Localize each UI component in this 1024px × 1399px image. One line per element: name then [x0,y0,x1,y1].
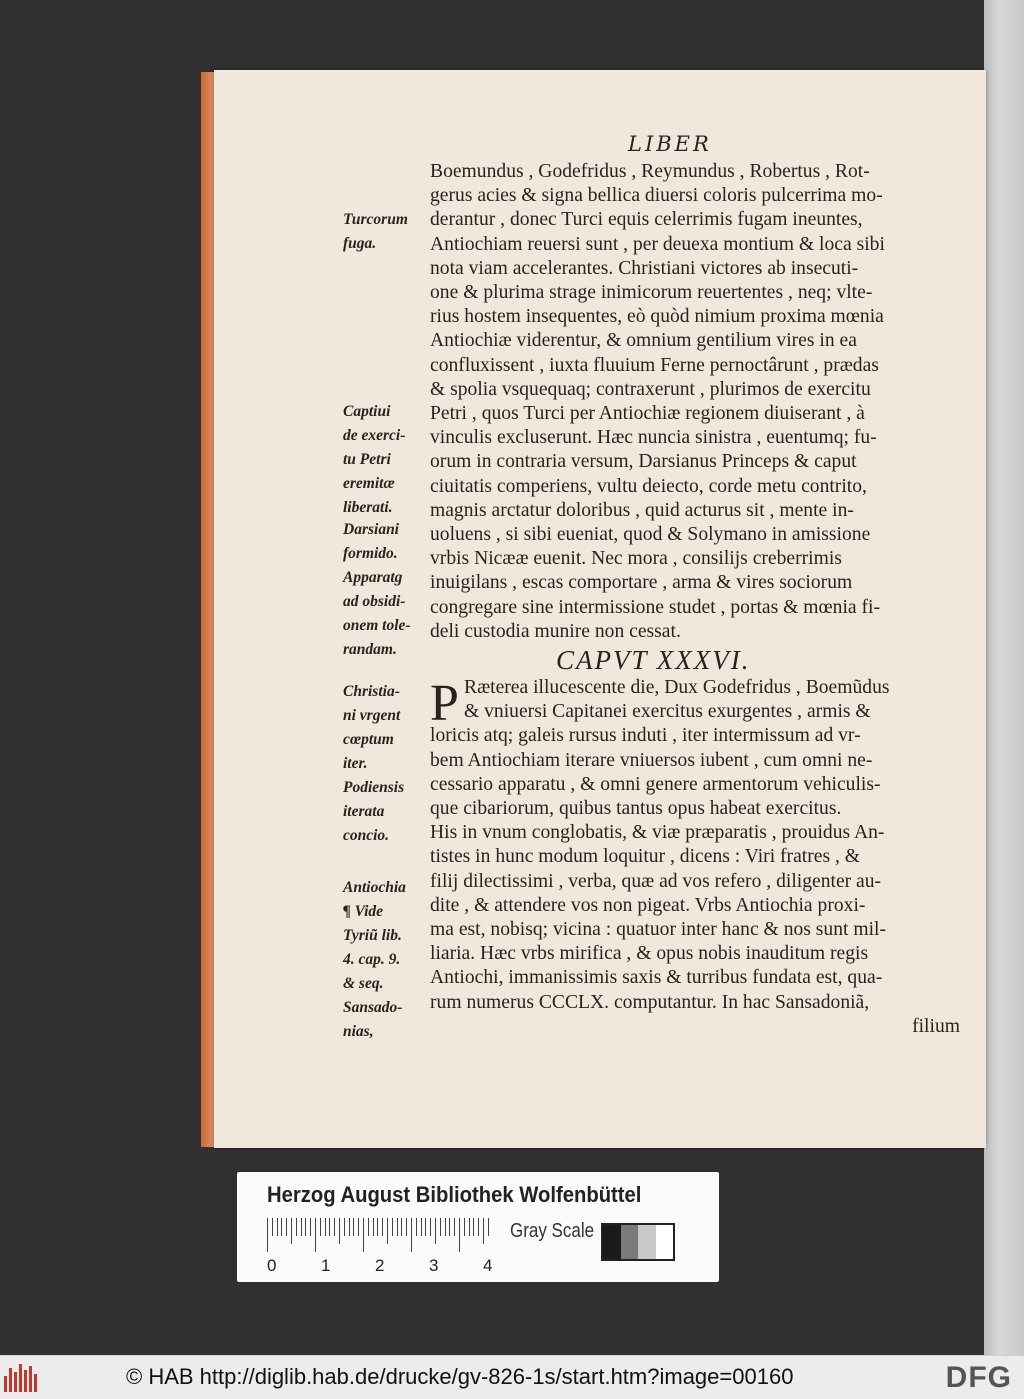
logo-bar [14,1372,17,1392]
margin-note [343,680,427,776]
ruler-tick [483,1218,484,1244]
paragraph-2 [430,676,960,1039]
logo-bar [19,1364,22,1392]
ruler-tick [401,1218,402,1236]
margin-note-line: cœptum [343,731,394,748]
ruler-tick [344,1218,345,1236]
ruler-tick [315,1218,316,1252]
margin-note-line: Turcorum [343,211,408,228]
ruler-tick [301,1218,302,1236]
gray-swatch-cell [638,1225,656,1259]
ruler-tick [435,1218,436,1244]
ruler-number: 2 [375,1256,385,1275]
text-line: gerus acies & signa bellica diuersi coloris pulcerrima mo- [430,185,883,207]
gray-swatch-cell [656,1225,674,1259]
ruler-tick [382,1218,383,1236]
text-line: confluxissent , iuxta fluuium Ferne pernoctârunt , prædas [430,354,879,376]
ruler-tick [277,1218,278,1236]
copyright-link[interactable]: © HAB http://diglib.hab.de/drucke/gv-826-1s/start.htm?image=00160 [126,1364,794,1389]
text-line: rius hostem insequentes, eò quòd nimium proxima mœnia [430,306,884,328]
ruler-tick [305,1218,306,1236]
ruler-tick [421,1218,422,1236]
margin-note-line: iterata [343,803,385,820]
text-line: dite , & attendere vos non pigeat. Vrbs Antiochia proxi- [430,894,866,916]
ruler-tick [334,1218,335,1236]
ruler-tick [392,1218,393,1236]
text-line: & vniuersi Capitanei exercitus exurgentes , armis & [464,701,871,723]
ruler-tick [473,1218,474,1236]
text-line: bem Antiochiam iterare vniuersos iubent , cum omni ne- [430,749,873,771]
text-line: loricis atq; galeis rursus induti , iter intermissum ad vr- [430,725,861,747]
logo-bar [24,1370,27,1392]
margin-note-line: liberati. [343,499,393,516]
ruler-number: 4 [483,1256,493,1275]
text-line: & spolia vsquequaq; contraxerunt , plurimos de exercitu [430,378,871,400]
text-line: cessario apparatu , & omni genere armentorum vehiculis- [430,773,881,795]
text-line: Ræterea illucescente die, Dux Godefridus , Boemũdus [464,677,890,698]
text-line: que cibariorum, quibus tantus opus habeat exercitus. [430,798,842,820]
ruler-tick [449,1218,450,1236]
text-line: uoluens , si sibi eueniat, quod & Solymano in amissione [430,524,871,546]
margin-note-line: ad obsidi- [343,593,406,610]
ruler-tick [469,1218,470,1236]
ruler-tick [349,1218,350,1236]
text-line: derantur , donec Turci equis celerrimis fugam ineuntes, [430,209,863,231]
ruler-tick [363,1218,364,1252]
margin-note-line: randam. [343,641,397,658]
paragraph-1 [430,160,960,644]
margin-note-line: Antiochia [343,879,406,896]
ruler-tick [406,1218,407,1236]
ruler-tick [445,1218,446,1236]
ruler-tick [387,1218,388,1244]
margin-note-line: Podiensis [343,779,405,796]
text-line: Petri , quos Turci per Antiochiæ regionem diuiserant , à [430,403,865,425]
margin-note [343,566,427,662]
ruler-tick [416,1218,417,1236]
margin-note-line: & seq. [343,975,384,992]
text-line: liaria. Hæc vrbs mirifica , & opus nobis inauditum regis [430,943,869,965]
library-name: Herzog August Bibliothek Wolfenbüttel [267,1182,642,1207]
ruler-tick [310,1218,311,1236]
margin-note [343,208,427,256]
text-line: vinculis excluserunt. Hæc nuncia sinistra , euentumq; fu- [430,427,877,449]
text-line: rum numerus CCCLX. computantur. In hac Sansadoniã, [430,991,870,1013]
logo-bar [34,1374,37,1392]
ruler-tick [430,1218,431,1236]
ruler-numbers [267,1256,507,1278]
margin-note-line: Sansado- [343,999,403,1016]
ruler-tick [377,1218,378,1236]
margin-note [343,876,427,996]
text-line: Antiochiæ viderentur, & omnium gentilium vires in ea [430,330,857,352]
margin-note-line: Christia- [343,683,400,700]
gray-swatch-cell [603,1225,621,1259]
ruler-tick [353,1218,354,1236]
ruler-tick [329,1218,330,1236]
dfg-logo: DFG [945,1361,1012,1394]
margin-note-line: Apparatg [343,569,403,586]
ruler-tick [296,1218,297,1236]
margin-note-line: de exerci- [343,427,406,444]
margin-note-line: Darsiani [343,521,399,538]
margin-note [343,400,427,520]
text-line: Boemundus , Godefridus , Reymundus , Robertus , Rot- [430,161,870,182]
ruler-tick [425,1218,426,1236]
running-head: LIBER [628,132,712,156]
margin-note-line: iter. [343,755,368,772]
ruler-tick [459,1218,460,1252]
drop-capital: P [430,675,459,732]
ruler [267,1218,497,1258]
ruler-tick [291,1218,292,1244]
ruler-tick [368,1218,369,1236]
ruler-tick [440,1218,441,1236]
text-line: Antiochi, immanissimis saxis & turribus fundata est, qua- [430,967,883,989]
ruler-tick [267,1218,268,1252]
ruler-tick [411,1218,412,1252]
margin-note [343,518,427,566]
margin-note-line: ¶ Vide [343,903,384,920]
adjacent-page-strip [984,0,1024,1355]
gray-scale-label: Gray Scale [510,1220,595,1242]
text-line: ma est, nobisq; vicina : quatuor inter hanc & nos sunt mil- [430,919,887,941]
margin-note-line: tu Petri [343,451,391,468]
ruler-tick [281,1218,282,1236]
ruler-number: 3 [429,1256,439,1275]
ruler-number: 1 [321,1256,331,1275]
ruler-tick [397,1218,398,1236]
margin-note-line: fuga. [343,235,377,252]
margin-note-line: concio. [343,827,390,844]
ruler-tick [358,1218,359,1236]
ruler-tick [464,1218,465,1236]
footer-bar [0,1355,1024,1399]
ruler-number: 0 [267,1256,277,1275]
ruler-tick [325,1218,326,1236]
margin-note-line: eremitæ [343,475,395,492]
gray-scale-swatch [601,1223,675,1261]
margin-note-line: nias, [343,1023,374,1040]
text-line: inuigilans , escas comportare , arma & vires sociorum [430,572,853,594]
margin-note [343,996,427,1044]
margin-note-line: formido. [343,545,398,562]
chapter-heading: CAPVT XXXVI. [556,645,751,675]
margin-note-line: 4. cap. 9. [343,951,401,968]
text-line: Antiochiam reuersi sunt , per deuexa montium & loca sibi [430,233,885,255]
color-scale-card [237,1172,719,1282]
text-line: ciuitatis comperiens, vultu deiecto, corde metu contrito, [430,475,867,497]
text-line: magnis arctatur doloribus , quid acturus sit , mente in- [430,499,854,521]
ruler-tick [320,1218,321,1236]
text-line: one & plurima strage inimicorum reuertentes , neq; vlte- [430,282,873,304]
text-line: filij dilectissimi , verba, quæ ad vos refero , diligenter au- [430,870,882,892]
margin-note-line: Tyriũ lib. [343,927,402,944]
catchword: filium [912,1015,960,1037]
ruler-tick [454,1218,455,1236]
hab-logo-icon [4,1364,44,1392]
text-line: deli custodia munire non cessat. [430,620,681,642]
ruler-tick [272,1218,273,1236]
text-line: congregare sine intermissione studet , portas & mœnia fi- [430,596,880,618]
ruler-tick [488,1218,489,1236]
text-line: tistes in hunc modum loquitur , dicens : Viri fratres , & [430,846,861,868]
ruler-tick [339,1218,340,1244]
text-line: His in vnum conglobatis, & viæ præparatis , prouidus An- [430,822,885,844]
margin-note-line: onem tole- [343,617,411,634]
ruler-tick [478,1218,479,1236]
text-line: orum in contraria versum, Darsianus Princeps & caput [430,451,857,473]
margin-note-line: ni vrgent [343,707,401,724]
logo-bar [29,1366,32,1392]
margin-note [343,776,427,848]
text-line: nota viam accelerantes. Christiani victores ab insecuti- [430,257,859,279]
gray-swatch-cell [621,1225,639,1259]
logo-bar [4,1376,7,1392]
margin-note-line: Captiui [343,403,391,420]
ruler-tick [286,1218,287,1236]
logo-bar [9,1368,12,1392]
ruler-tick [373,1218,374,1236]
text-line: vrbis Nicææ euenit. Nec mora , consilijs creberrimis [430,548,842,570]
